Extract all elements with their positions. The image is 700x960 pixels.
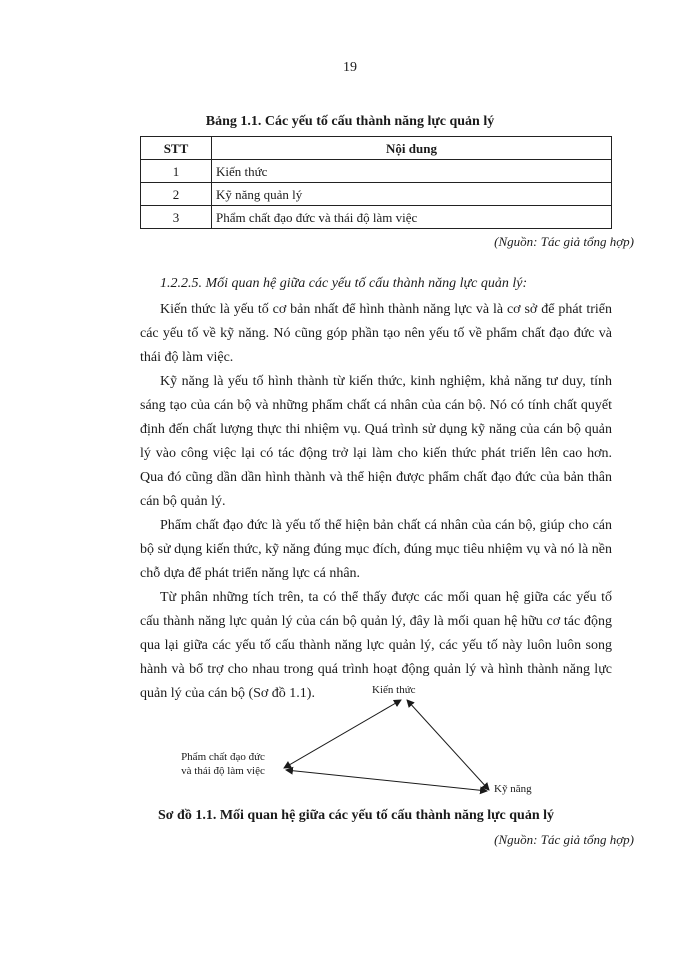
row-content: Kiến thức: [212, 160, 612, 183]
paragraph: [140, 370, 612, 514]
table-row: [141, 183, 612, 206]
row-stt: 3: [141, 206, 212, 229]
page-number: 19: [343, 60, 357, 75]
header-content: Nội dung: [212, 137, 612, 160]
arrow-knowledge-skill: [407, 700, 489, 790]
section-heading: 1.2.2.5. Mối quan hệ giữa các yếu tố cấu thành năng lực quản lý:: [160, 276, 528, 291]
node-skill: Kỹ năng: [494, 783, 532, 795]
table-caption: Bảng 1.1. Các yếu tố cấu thành năng lực quản lý: [205, 114, 495, 129]
header-stt: STT: [141, 137, 212, 160]
figure-caption: Sơ đồ 1.1. Mối quan hệ giữa các yếu tố cấu thành năng lực quản lý: [158, 808, 555, 823]
node-ethics: [160, 750, 286, 778]
table-header-row: [141, 137, 612, 160]
table-source-note: (Nguồn: Tác giả tổng hợp): [494, 234, 634, 249]
table-row: [141, 160, 612, 183]
arrow-knowledge-ethics: [284, 700, 401, 768]
figure-source-note: (Nguồn: Tác giả tổng hợp): [494, 832, 634, 847]
node-ethics-line2: và thái độ làm việc: [181, 765, 265, 777]
paragraph-text: Kiến thức là yếu tố cơ bản nhất để hình thành năng lực và là cơ sở để phát triển các yếu tố về kỹ năng. Nó cũng góp phần tạo nên yếu tố về phẩm chất đạo đức và thái độ làm việc.: [140, 302, 612, 365]
node-ethics-line1: Phẩm chất đạo đức: [181, 751, 265, 763]
table-row: [141, 206, 612, 229]
paragraph: [140, 514, 612, 586]
components-table: [140, 136, 612, 229]
arrow-ethics-skill: [286, 770, 487, 791]
row-content: Kỹ năng quản lý: [212, 183, 612, 206]
paragraph-text: Phẩm chất đạo đức là yếu tố thể hiện bản chất cá nhân của cán bộ, giúp cho cán bộ sử dụng kiến thức, kỹ năng đúng mục đích, đúng mục tiêu nhiệm vụ và nó là nền chỗ dựa để phát triển năng lực cá nhân.: [140, 518, 612, 581]
paragraph: [140, 298, 612, 370]
row-content: Phẩm chất đạo đức và thái độ làm việc: [212, 206, 612, 229]
row-stt: 1: [141, 160, 212, 183]
relationship-diagram: [160, 680, 560, 810]
node-knowledge: Kiến thức: [372, 684, 416, 696]
row-stt: 2: [141, 183, 212, 206]
paragraph-text: Từ phân những tích trên, ta có thể thấy được các mối quan hệ giữa các yếu tố cấu thành năng lực quản lý của cán bộ quản lý, đây là mối quan hệ hữu cơ tác động qua lại giữa các yếu tố cấu thành năng lực quản lý, các yếu tố này luôn luôn song hành và bổ trợ cho nhau trong quá trình hoạt động quản lý và hình thành năng lực quản lý của cán bộ (Sơ đồ 1.1).: [140, 590, 612, 701]
paragraph-text: Kỹ năng là yếu tố hình thành từ kiến thức, kinh nghiệm, khả năng tư duy, tính sáng tạo của cán bộ và những phẩm chất cá nhân của cán bộ. Nó có tính chất quyết định đến chất lượng thực thi nhiệm vụ. Quá trình sử dụng kỹ năng của cán bộ quản lý vào công việc lại có tác động trở lại làm cho kiến thức phát triển lên cao hơn. Qua đó cũng dần dần hình thành và thể hiện được phẩm chất đạo đức của bản thân cán bộ quản lý.: [140, 374, 612, 509]
